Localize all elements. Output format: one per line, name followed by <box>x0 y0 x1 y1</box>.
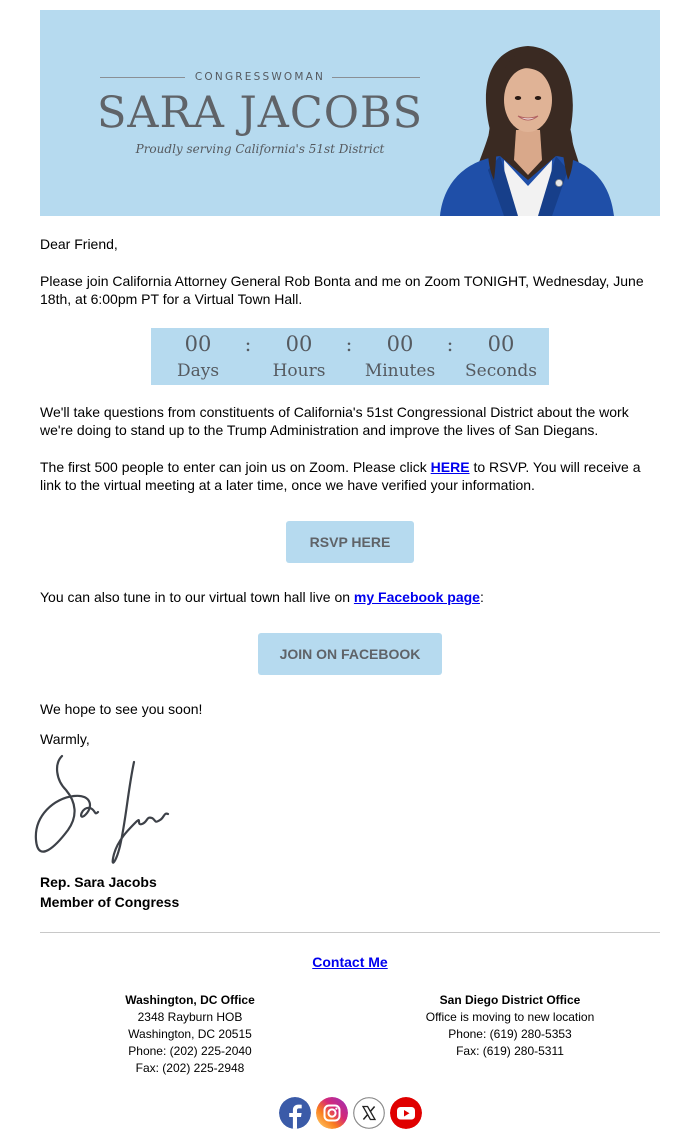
facebook-text-after: : <box>479 589 484 605</box>
dc-office-fax: Fax: (202) 225-2948 <box>135 1061 245 1075</box>
sd-office-title: San Diego District Office <box>439 993 581 1007</box>
x-icon[interactable] <box>353 1097 385 1129</box>
footer-divider <box>40 932 660 933</box>
rsvp-text-after: to RSVP. You will receive a link to the virtual meeting at a later time, once we have verified your information. <box>40 459 641 493</box>
countdown-separator: : <box>446 332 454 356</box>
join-facebook-button[interactable]: JOIN ON FACEBOOK <box>258 633 442 675</box>
signature-name: Rep. Sara Jacobs <box>40 874 157 890</box>
contact-section <box>40 954 660 970</box>
banner-name: SARA JACOBS <box>96 88 424 138</box>
banner-overline: CONGRESSWOMAN <box>194 71 326 83</box>
facebook-icon[interactable] <box>279 1097 311 1129</box>
dc-office-address-line1: 2348 Rayburn HOB <box>137 1010 243 1024</box>
rsvp-link[interactable]: HERE <box>430 459 470 475</box>
sd-office-fax: Fax: (619) 280-5311 <box>456 1044 564 1058</box>
handwritten-signature <box>32 750 172 872</box>
intro-paragraph: Please join California Attorney General Rob Bonta and me on Zoom TONIGHT, Wednesday, June 18th, at 6:00pm PT for a Virtual Town Hall. <box>40 273 644 307</box>
countdown-days: 00 <box>184 332 212 356</box>
countdown-timer <box>151 328 549 385</box>
countdown-seconds-label: Seconds <box>464 361 538 381</box>
email-body <box>40 10 660 1075</box>
countdown-separator: : <box>345 332 353 356</box>
countdown-hours-label: Hours <box>272 361 326 381</box>
greeting: Dear Friend, <box>40 236 118 252</box>
sd-office-address-line1: Office is moving to new location <box>425 1010 595 1024</box>
countdown-seconds: 00 <box>487 332 515 356</box>
contact-me-link[interactable]: Contact Me <box>312 954 388 970</box>
signoff-text: Warmly, <box>40 731 90 747</box>
countdown-minutes: 00 <box>386 332 414 356</box>
dc-office-title: Washington, DC Office <box>125 993 255 1007</box>
rsvp-paragraph <box>40 458 660 494</box>
questions-paragraph: We'll take questions from constituents of California's 51st Congressional District about the work we're doing to stand up to the Trump Administration and improve the lives of San Diegans. <box>40 404 629 438</box>
dc-office <box>70 992 310 1077</box>
instagram-icon[interactable] <box>316 1097 348 1129</box>
signature-title: Member of Congress <box>40 894 180 910</box>
header-banner <box>40 10 660 216</box>
rsvp-button[interactable]: RSVP HERE <box>286 521 414 563</box>
countdown-hours: 00 <box>285 332 313 356</box>
sd-office <box>390 992 630 1060</box>
facebook-paragraph <box>40 588 660 606</box>
dc-office-phone: Phone: (202) 225-2040 <box>128 1044 252 1058</box>
countdown-minutes-label: Minutes <box>364 361 436 381</box>
portrait-photo <box>438 10 618 216</box>
facebook-text-before: You can also tune in to our virtual town hall live on <box>40 589 354 605</box>
closing-text: We hope to see you soon! <box>40 701 203 717</box>
countdown-days-label: Days <box>176 361 220 381</box>
sd-office-phone: Phone: (619) 280-5353 <box>448 1027 572 1041</box>
facebook-page-link[interactable]: my Facebook page <box>353 589 480 605</box>
youtube-icon[interactable] <box>390 1097 422 1129</box>
dc-office-address-line2: Washington, DC 20515 <box>128 1027 252 1041</box>
banner-tagline: Proudly serving California's 51st District <box>135 142 385 156</box>
countdown-separator: : <box>244 332 252 356</box>
rsvp-text-before: The first 500 people to enter can join us on Zoom. Please click <box>40 459 431 475</box>
